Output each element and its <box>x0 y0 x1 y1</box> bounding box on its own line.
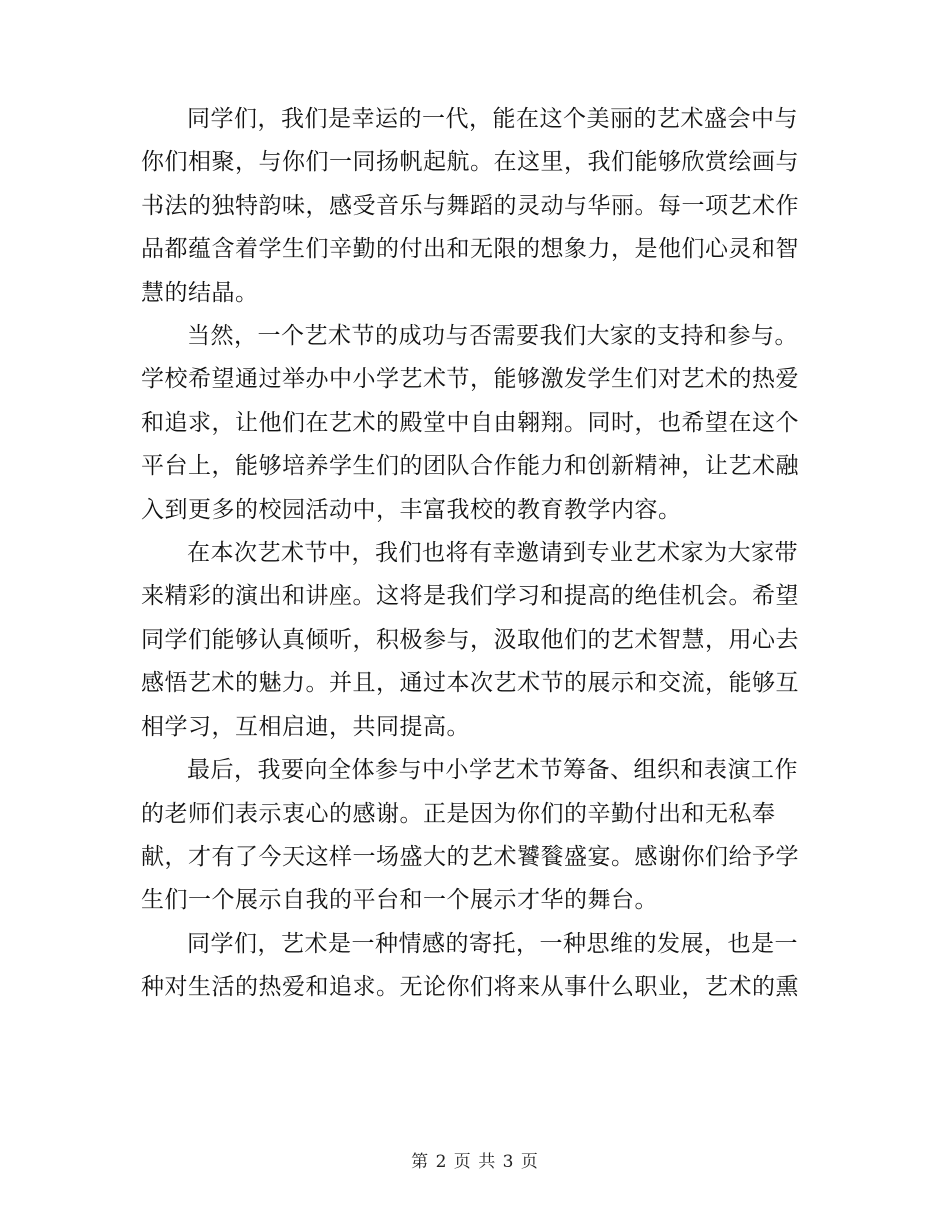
text-line: 感悟艺术的魅力。并且，通过本次艺术节的展示和交流，能够互 <box>141 670 799 697</box>
text-line: 平台上，能够培养学生们的团队合作能力和创新精神，让艺术融 <box>141 453 799 480</box>
document-body <box>141 98 799 1010</box>
text-line: 同学们，艺术是一种情感的寄托，一种思维的发展，也是一 <box>187 930 798 957</box>
text-line: 的老师们表示衷心的感谢。正是因为你们的辛勤付出和无私奉 <box>141 800 776 827</box>
text-line: 同学们，我们是幸运的一代，能在这个美丽的艺术盛会中与 <box>187 106 798 132</box>
paragraph-5 <box>141 923 799 1010</box>
text-line: 书法的独特韵味，感受音乐与舞蹈的灵动与华丽。每一项艺术作 <box>141 192 799 219</box>
text-line: 你们相聚，与你们一同扬帆起航。在这里，我们能够欣赏绘画与 <box>141 149 799 176</box>
text-line: 同学们能够认真倾听，积极参与，汲取他们的艺术智慧，用心去 <box>141 626 799 653</box>
text-line: 来精彩的演出和讲座。这将是我们学习和提高的绝佳机会。希望 <box>141 583 799 610</box>
text-line: 相学习，互相启迪，共同提高。 <box>141 713 470 740</box>
text-line: 种对生活的热爱和追求。无论你们将来从事什么职业，艺术的熏 <box>141 974 799 1001</box>
text-line: 学校希望通过举办中小学艺术节，能够激发学生们对艺术的热爱 <box>141 366 799 393</box>
paragraph-4 <box>141 749 799 923</box>
text-line: 最后，我要向全体参与中小学艺术节筹备、组织和表演工作 <box>187 757 798 784</box>
paragraph-2 <box>141 315 799 532</box>
text-line: 生们一个展示自我的平台和一个展示才华的舞台。 <box>141 887 658 914</box>
page-number-footer: 第 2 页 共 3 页 <box>411 1152 539 1172</box>
text-line: 献，才有了今天这样一场盛大的艺术饕餮盛宴。感谢你们给予学 <box>141 843 799 870</box>
text-line: 和追求，让他们在艺术的殿堂中自由翱翔。同时，也希望在这个 <box>141 409 799 436</box>
text-line: 品都蕴含着学生们辛勤的付出和无限的想象力，是他们心灵和智 <box>141 236 799 263</box>
text-line: 入到更多的校园活动中，丰富我校的教育教学内容。 <box>141 496 682 523</box>
text-line: 在本次艺术节中，我们也将有幸邀请到专业艺术家为大家带 <box>187 540 798 567</box>
text-line: 当然，一个艺术节的成功与否需要我们大家的支持和参与。 <box>187 323 798 350</box>
text-line: 慧的结晶。 <box>141 279 259 306</box>
paragraph-1 <box>141 98 799 315</box>
paragraph-3 <box>141 532 799 749</box>
